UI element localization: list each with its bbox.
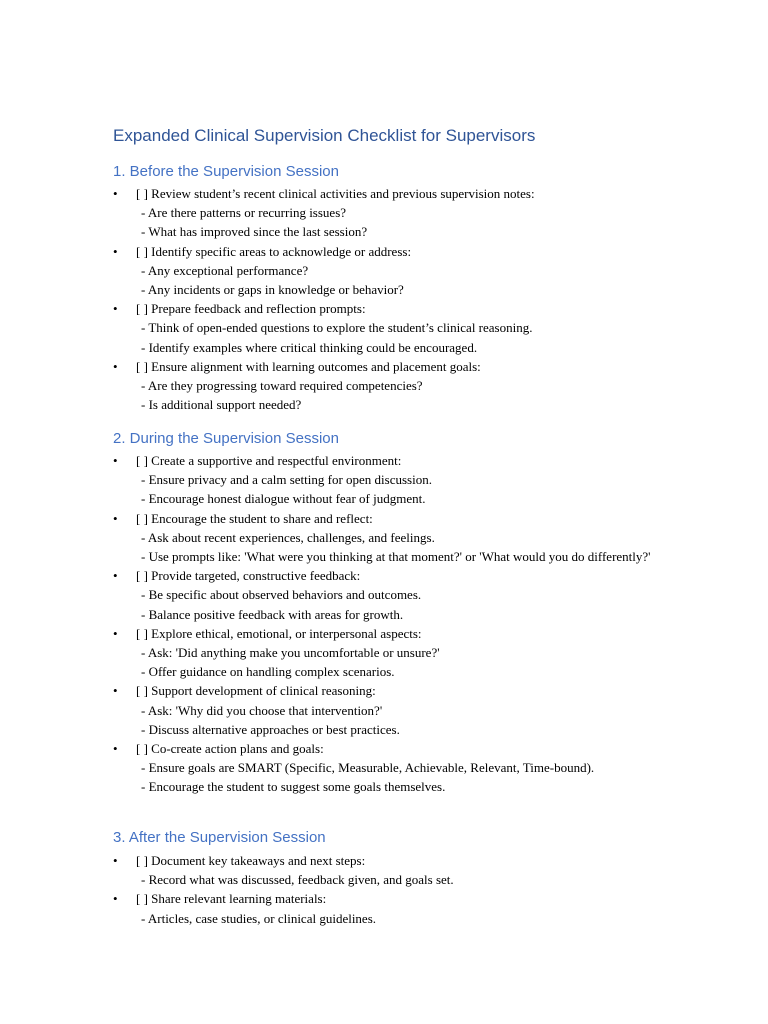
checklist-item-text: [ ] Encourage the student to share and reflect: <box>136 510 373 526</box>
list-item <box>0 889 768 927</box>
checklist-item-text: [ ] Document key takeaways and next steps: <box>136 853 366 868</box>
sub-point: - Balance positive feedback with areas for growth. <box>141 606 404 622</box>
list-item <box>0 624 768 682</box>
list-item <box>0 299 768 357</box>
section-heading-after: 3. After the Supervision Session <box>113 829 326 846</box>
section-list-after <box>0 851 768 928</box>
section-list-before <box>0 184 768 414</box>
checklist-item-text: [ ] Explore ethical, emotional, or interpersonal aspects: <box>136 625 422 641</box>
bullet-icon: • <box>113 243 118 259</box>
sub-point: - Any exceptional performance? <box>141 262 309 278</box>
list-item <box>0 451 768 509</box>
sub-point: - Articles, case studies, or clinical guidelines. <box>141 910 377 926</box>
sub-point: - Think of open-ended questions to explore the student’s clinical reasoning. <box>141 320 533 336</box>
bullet-icon: • <box>113 683 118 699</box>
section-heading-before: 1. Before the Supervision Session <box>113 163 339 180</box>
bullet-icon: • <box>113 568 118 584</box>
bullet-icon: • <box>113 453 118 468</box>
list-item <box>0 357 768 415</box>
sub-point: - Be specific about observed behaviors and outcomes. <box>141 587 422 603</box>
bullet-icon: • <box>113 891 118 907</box>
bullet-icon: • <box>113 853 118 868</box>
sub-point: - Ask about recent experiences, challenges, and feelings. <box>141 529 435 545</box>
checklist-item-text: [ ] Support development of clinical reasoning: <box>136 683 376 699</box>
bullet-icon: • <box>113 301 118 317</box>
list-item <box>0 242 768 300</box>
list-item <box>0 851 768 889</box>
sub-point: - Ensure goals are SMART (Specific, Measurable, Achievable, Relevant, Time-bound). <box>141 760 595 776</box>
bullet-icon: • <box>113 741 118 757</box>
checklist-item-text: [ ] Prepare feedback and reflection prompts: <box>136 301 366 317</box>
sub-point: - Ask: 'Why did you choose that intervention?' <box>141 702 383 718</box>
bullet-icon: • <box>113 625 118 641</box>
sub-point: - Are they progressing toward required competencies? <box>141 378 423 394</box>
sub-point: - Use prompts like: 'What were you thinking at that moment?' or 'What would you do differently?' <box>141 549 651 565</box>
sub-point: - Any incidents or gaps in knowledge or behavior? <box>141 282 404 298</box>
document-title: Expanded Clinical Supervision Checklist for Supervisors <box>113 126 536 145</box>
bullet-icon: • <box>113 510 118 526</box>
checklist-item-text: [ ] Identify specific areas to acknowledge or address: <box>136 243 412 259</box>
list-item <box>0 681 768 739</box>
sub-point: - Encourage honest dialogue without fear of judgment. <box>141 491 426 507</box>
checklist-item-text: [ ] Provide targeted, constructive feedback: <box>136 568 361 584</box>
sub-point: - Identify examples where critical thinking could be encouraged. <box>141 339 478 355</box>
checklist-item-text: [ ] Ensure alignment with learning outcomes and placement goals: <box>136 358 481 374</box>
list-item <box>0 739 768 797</box>
sub-point: - Discuss alternative approaches or best practices. <box>141 721 400 737</box>
sub-point: - What has improved since the last session? <box>141 224 368 240</box>
checklist-item-text: [ ] Review student’s recent clinical activities and previous supervision notes: <box>136 186 535 201</box>
sub-point: - Offer guidance on handling complex scenarios. <box>141 664 395 680</box>
sub-point: - Is additional support needed? <box>141 397 302 413</box>
checklist-item-text: [ ] Share relevant learning materials: <box>136 891 327 907</box>
list-item <box>0 566 768 624</box>
sub-point: - Are there patterns or recurring issues? <box>141 205 347 221</box>
list-item <box>0 184 768 242</box>
list-item <box>0 509 768 567</box>
sub-point: - Record what was discussed, feedback given, and goals set. <box>141 872 454 888</box>
checklist-item-text: [ ] Create a supportive and respectful environment: <box>136 453 402 468</box>
checklist-item-text: [ ] Co-create action plans and goals: <box>136 741 324 757</box>
section-list-during <box>0 451 768 797</box>
sub-point: - Encourage the student to suggest some goals themselves. <box>141 779 446 795</box>
section-heading-during: 2. During the Supervision Session <box>113 430 339 447</box>
sub-point: - Ask: 'Did anything make you uncomfortable or unsure?' <box>141 645 440 661</box>
sub-point: - Ensure privacy and a calm setting for open discussion. <box>141 472 432 488</box>
bullet-icon: • <box>113 358 118 374</box>
bullet-icon: • <box>113 186 118 201</box>
